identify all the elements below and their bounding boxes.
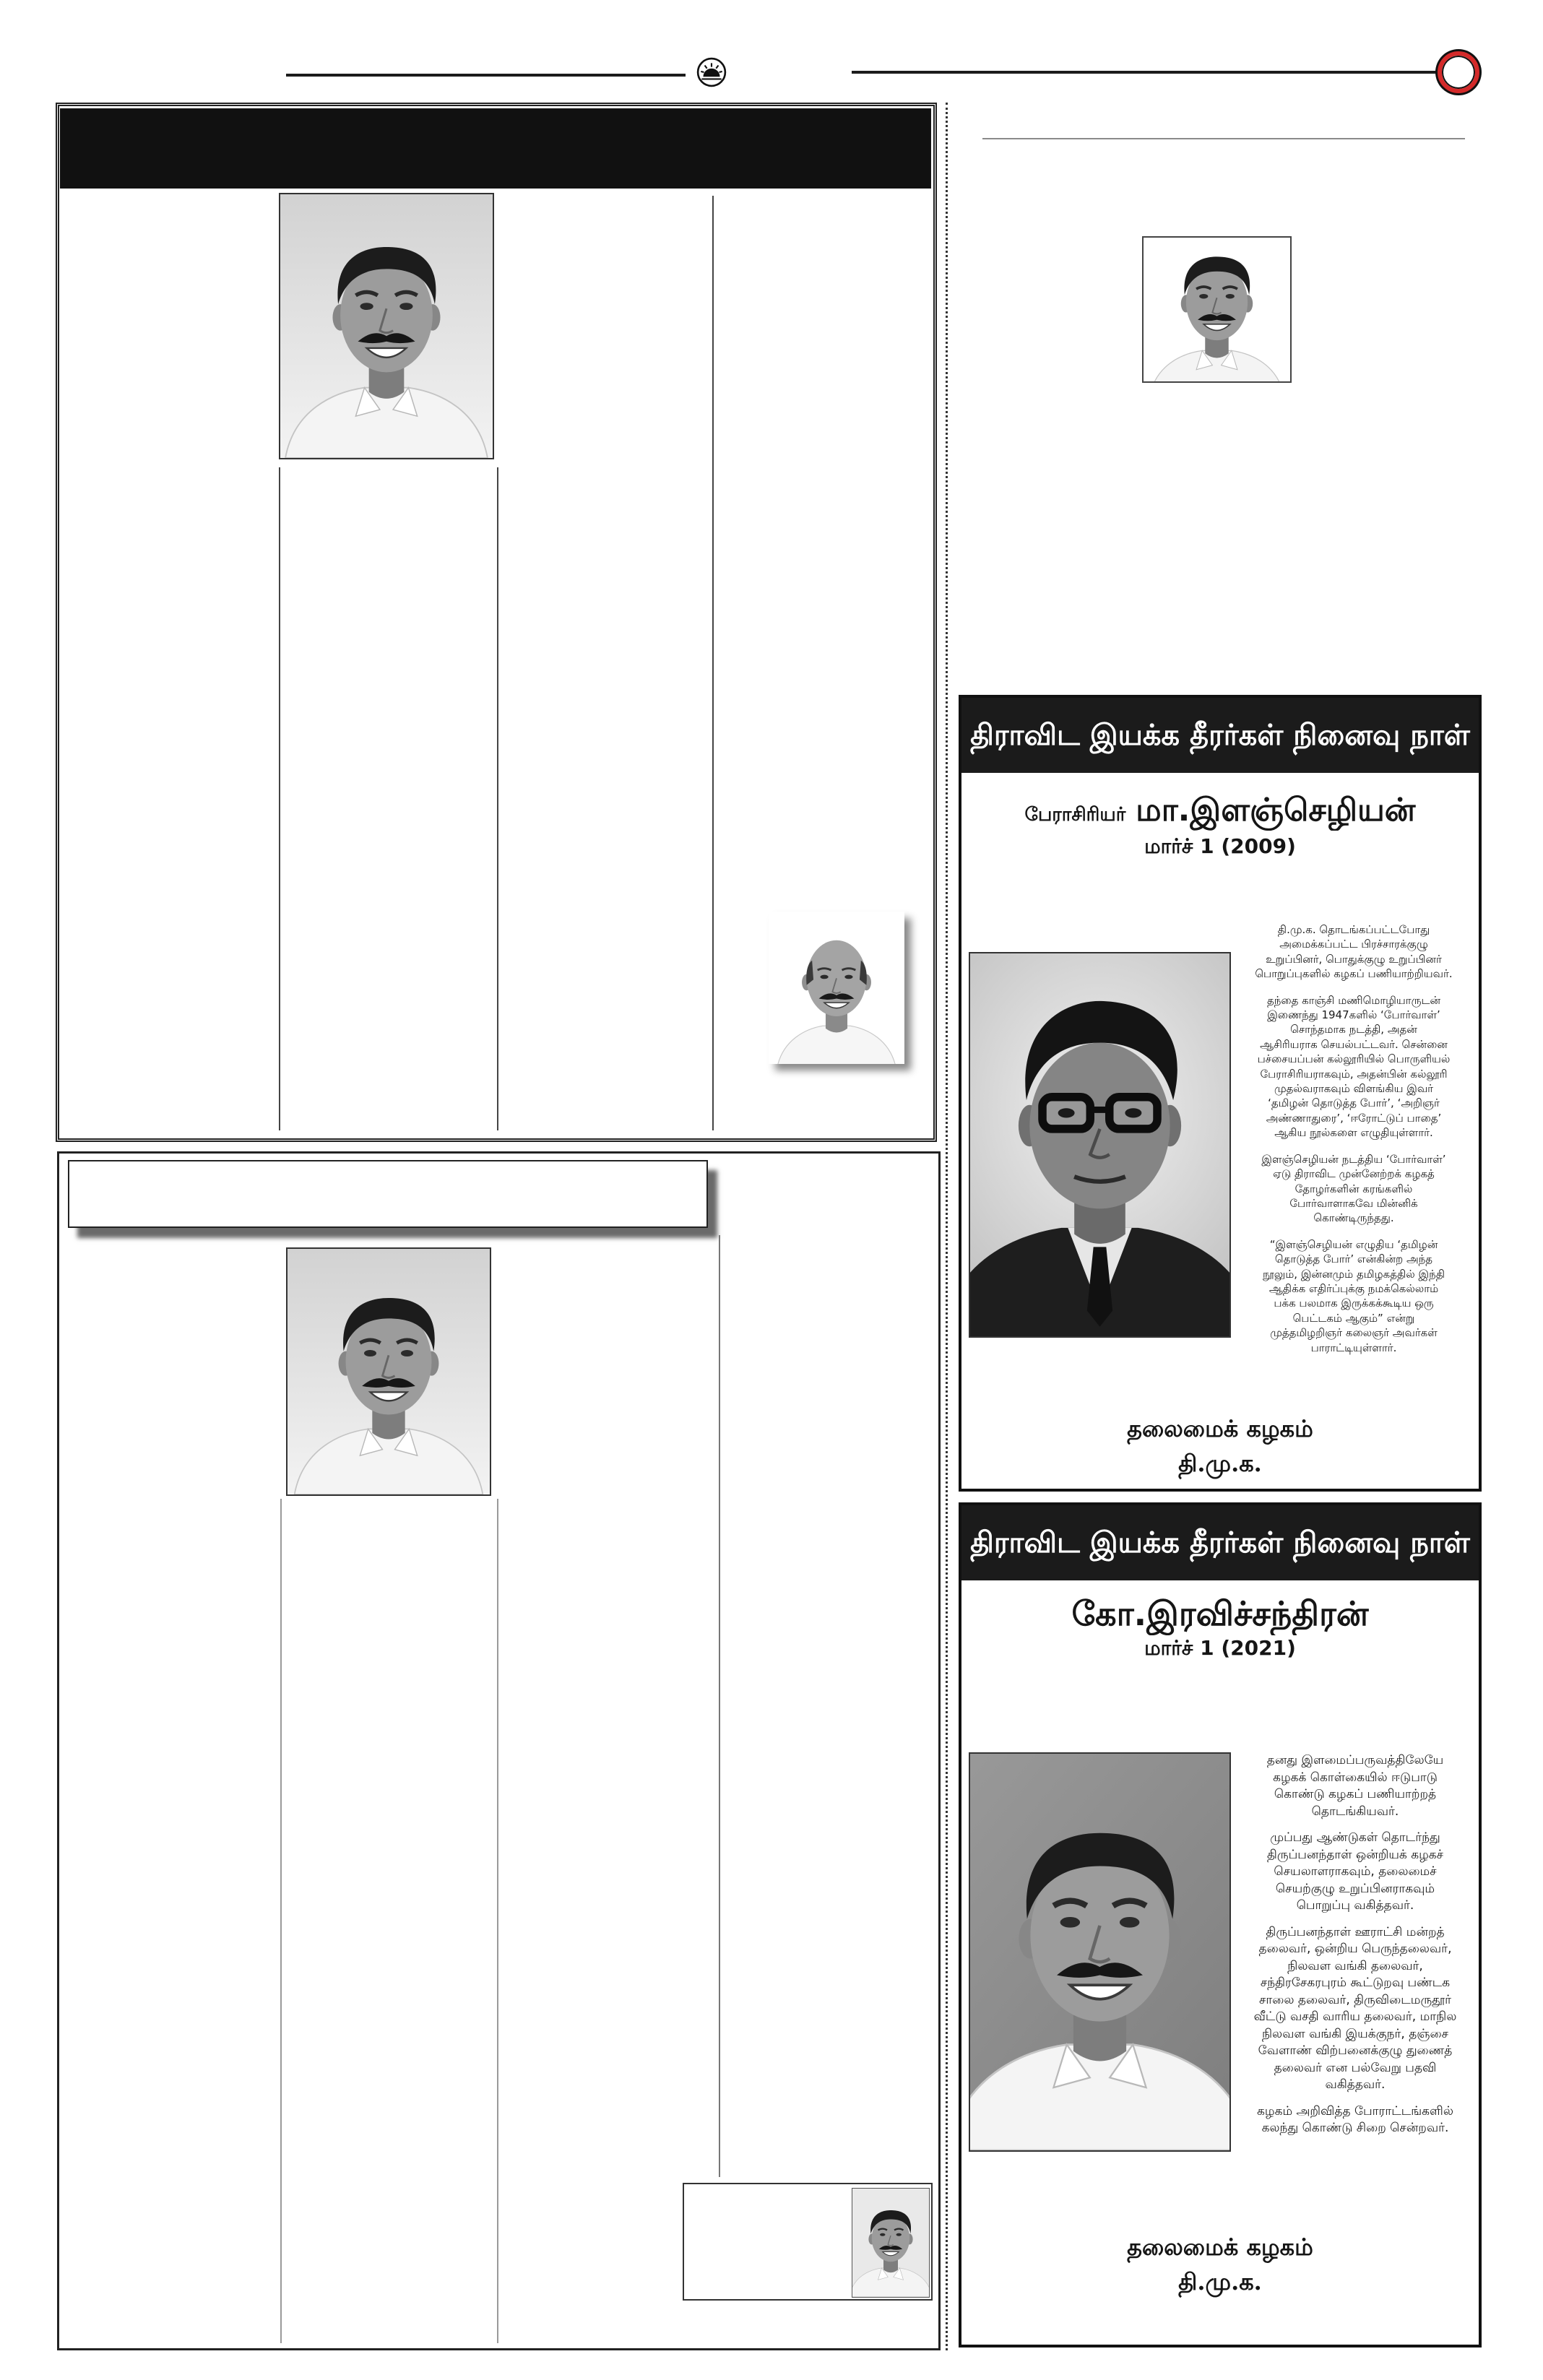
advert-box-bottom xyxy=(57,1151,941,2350)
column-divider xyxy=(497,1499,498,2343)
memorial-biography xyxy=(1236,1752,1474,2157)
page-column-divider xyxy=(946,103,948,2350)
memorial-title-prefix: பேராசிரியர் xyxy=(1024,804,1126,826)
memorial-biography xyxy=(1236,922,1471,1385)
memorial-footer-party: தி.மு.க. xyxy=(1178,1450,1262,1477)
column-divider xyxy=(719,1235,720,2177)
memorial-name-line xyxy=(961,1592,1479,1635)
memorial-footer-org: தலைமைக் கழகம் xyxy=(1127,1415,1313,1442)
memorial-footer-party: தி.மு.க. xyxy=(1178,2268,1262,2295)
column-divider xyxy=(279,467,280,1130)
party-emblem-icon xyxy=(696,57,727,87)
page-number-ring-icon xyxy=(1438,51,1479,93)
member-portrait-photo xyxy=(1142,236,1292,383)
column-rule xyxy=(982,138,1465,139)
memorial-name-line xyxy=(961,790,1479,831)
memorial-date: மார்ச் 1 (2021) xyxy=(1144,1636,1296,1660)
column-divider xyxy=(712,196,714,1130)
leader-portrait-photo xyxy=(279,193,494,459)
memorial-notice-ilanchezhiyan xyxy=(959,695,1482,1492)
member-portrait-photo xyxy=(769,912,904,1064)
memorial-banner: திராவிட இயக்க தீரர்கள் நினைவு நாள் xyxy=(961,1505,1479,1580)
memorial-footer-org: தலைமைக் கழகம் xyxy=(1127,2233,1313,2261)
column-divider xyxy=(497,467,498,1130)
memorial-name: கோ.இரவிச்சந்திரன் xyxy=(1071,1594,1369,1633)
biography-paragraph: இளஞ்செழியன் நடத்திய ‘போர்வாள்’ ஏடு திராவிட முன்னேற்றக் கழகத் தோழர்களின் கரங்களில் போர்வாளாகவே மின்னிக் கொண்டிருந்தது. xyxy=(1261,1152,1446,1225)
biography-paragraph: தந்தை காஞ்சி மணிமொழியாருடன் இணைந்து 1947களில் ‘போர்வாள்’ சொந்தமாக நடத்தி, அதன் ஆசிரியராக செயல்பட்டவர். சென்னை பச்சையப்பன் கல்லூரியில் பொருளியல் பேராசிரியராகவும், அதன்பின் கல்லூரி முதல்வராகவும் விளங்கிய இவர் ‘தமிழன் தொடுத்த போர்’, ‘அறிஞர் அண்ணாதுரை’, ‘ஈரோட்டுப் பாதை’ ஆகிய நூல்களை எழுதியுள்ளார். xyxy=(1257,993,1451,1140)
biography-paragraph: கழகம் அறிவித்த போராட்டங்களில் கலந்து கொண்டு சிறை சென்றவர். xyxy=(1257,2103,1453,2135)
masthead-rule-left xyxy=(286,74,686,77)
masthead-rule-right-line xyxy=(852,71,1439,74)
memorial-notice-ravichandran xyxy=(959,1502,1482,2347)
advert-header-bar xyxy=(60,108,931,189)
biography-paragraph: “இளஞ்செழியன் எழுதிய ‘தமிழன் தொடுத்த போர்’ என்கின்ற அந்த நூலும், இன்னமும் தமிழகத்தில் இந்தி ஆதிக்க எதிர்ப்புக்கு நமக்கெல்லாம் பக்க பலமாக இருக்கக்கூடிய ஒரு பெட்டகம் ஆகும்” என்று முத்தமிழறிஞர் கலைஞர் அவர்கள் பாராட்டியுள்ளார். xyxy=(1263,1237,1445,1354)
column-divider xyxy=(280,1499,282,2343)
sponsor-portrait-photo xyxy=(852,2188,930,2298)
biography-paragraph: தி.மு.க. தொடங்கப்பட்டபோது அமைக்கப்பட்ட பிரச்சாரக்குழு உறுப்பினர், பொதுக்குழு உறுப்பினர் பொறுப்புகளில் கழகப் பணியாற்றியவர். xyxy=(1255,923,1453,981)
biography-paragraph: தனது இளமைப்பருவத்திலேயே கழகக் கொள்கையில் ஈடுபாடு கொண்டு கழகப் பணியாற்றத் தொடங்கியவர். xyxy=(1266,1753,1444,1819)
memorial-name: மா.இளஞ்செழியன் xyxy=(1136,792,1416,828)
memorial-portrait-photo xyxy=(969,1752,1231,2152)
leader-portrait-photo xyxy=(286,1247,491,1496)
biography-paragraph: முப்பது ஆண்டுகள் தொடர்ந்து திருப்பனந்தாள் ஒன்றியக் கழகச் செயலாளராகவும், தலைமைச் செயற்குழு உறுப்பினராகவும் பொறுப்பு வகித்தவர். xyxy=(1266,1830,1444,1913)
memorial-banner: திராவிட இயக்க தீரர்கள் நினைவு நாள் xyxy=(961,698,1479,773)
biography-paragraph: திருப்பனந்தாள் ஊராட்சி மன்றத் தலைவர், ஒன்றிய பெருந்தலைவர், நிலவள வங்கி தலைவர், சந்திரசேகரபுரம் கூட்டுறவு பண்டக சாலை தலைவர், திருவிடைமருதூர் வீட்டு வசதி வாரிய தலைவர், மாநில நிலவள வங்கி இயக்குநர், தஞ்சை வேளாண் விற்பனைக்குழு துணைத் தலைவர் என பல்வேறு பதவி வகித்தவர். xyxy=(1253,1924,1457,2092)
memorial-portrait-photo xyxy=(969,952,1231,1338)
memorial-date: மார்ச் 1 (2009) xyxy=(1144,834,1296,858)
advert-title-panel xyxy=(68,1160,708,1228)
